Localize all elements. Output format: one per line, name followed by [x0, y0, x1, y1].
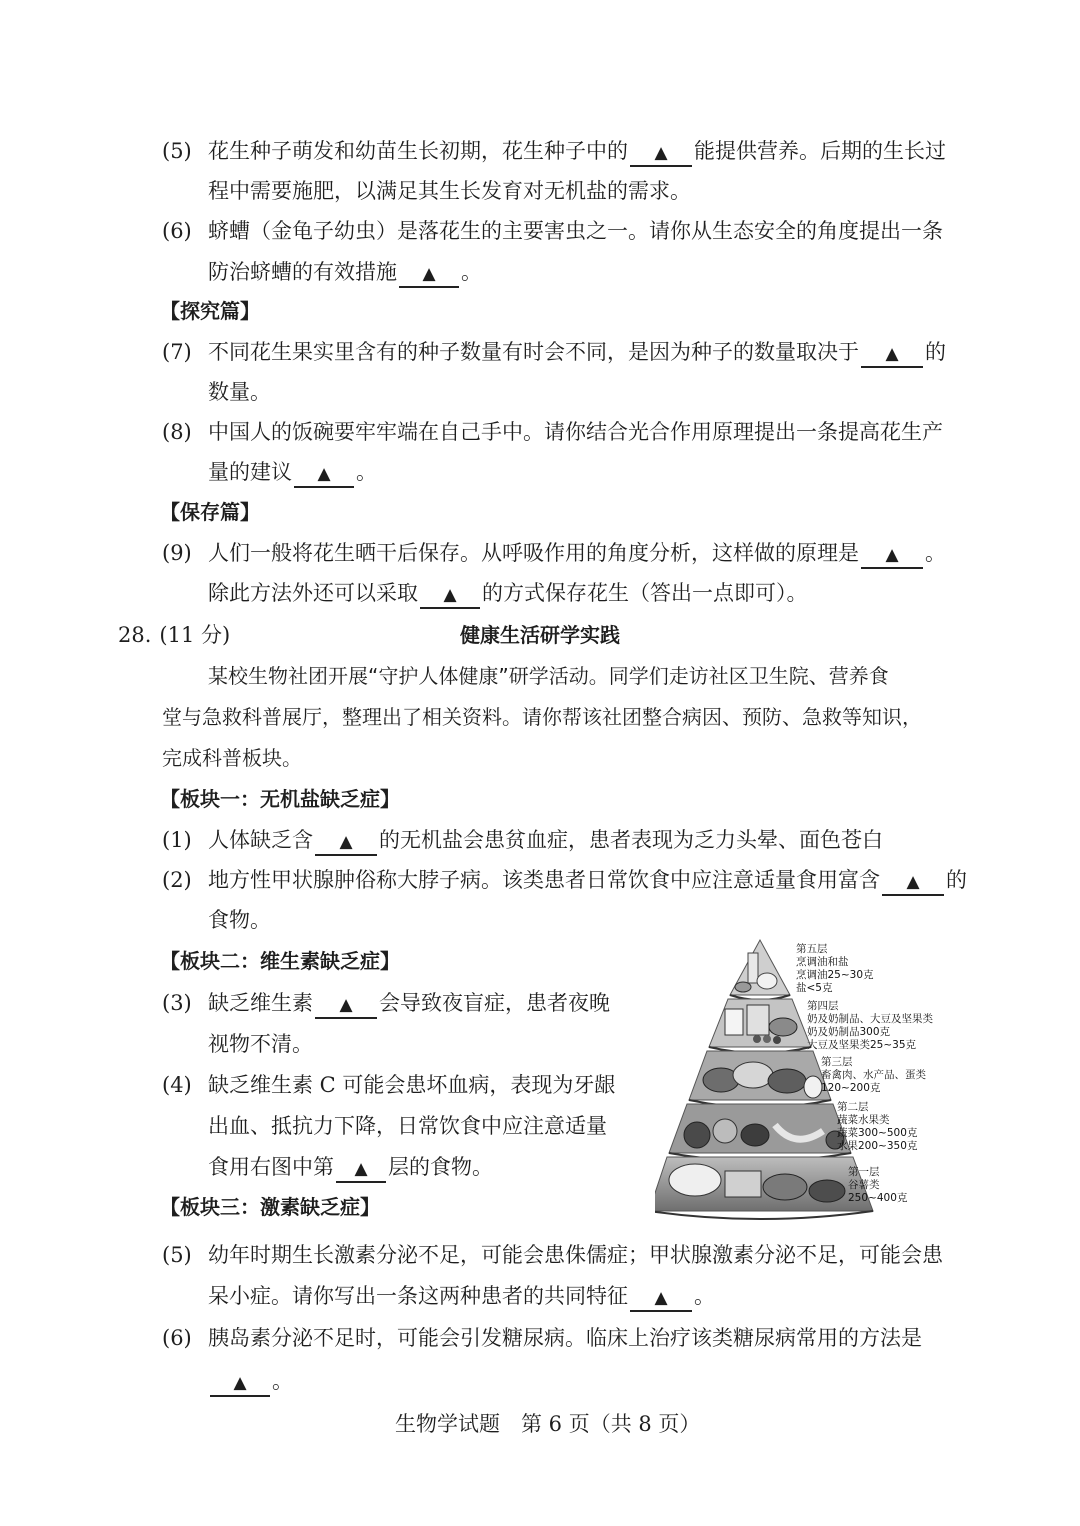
question-28-title: 健康生活研学实践 — [460, 623, 620, 647]
question-score: (11 分) — [159, 623, 231, 647]
question-27-5: (5) 花生种子萌发和幼苗生长初期，花生种子中的 ▲ 能提供营养。后期的生长过 — [162, 136, 946, 167]
answer-blank[interactable]: ▲ — [315, 828, 377, 856]
question-27-7-cont: 数量。 — [208, 380, 271, 404]
question-number: (5) — [162, 139, 192, 163]
svg-text:奶及奶制品、大豆及坚果类: 奶及奶制品、大豆及坚果类 — [807, 1013, 933, 1025]
question-27-6-cont: 防治蛴螬的有效措施 ▲ 。 — [208, 257, 482, 288]
question-28-6: (6) 胰岛素分泌不足时，可能会引发糖尿病。临床上治疗该类糖尿病常用的方法是 — [162, 1326, 922, 1350]
layer4-label: 第四层 — [807, 1000, 839, 1012]
question-28-header — [118, 620, 230, 650]
question-28-2-cont: 食物。 — [208, 908, 271, 932]
question-28-intro-line-3: 完成科普板块。 — [162, 746, 302, 770]
question-28-5-cont: 呆小症。请你写出一条这两种患者的共同特征 ▲ 。 — [208, 1281, 715, 1312]
answer-blank[interactable]: ▲ — [294, 460, 354, 488]
answer-blank[interactable]: ▲ — [336, 1155, 386, 1183]
svg-text:蔬菜300~500克: 蔬菜300~500克 — [837, 1127, 918, 1139]
section-heading-explore: 【探究篇】 — [160, 299, 260, 323]
question-28-6-cont: ▲ 。 — [208, 1366, 293, 1397]
svg-text:120~200克: 120~200克 — [821, 1082, 881, 1094]
block-heading-3: 【板块三：激素缺乏症】 — [160, 1195, 380, 1219]
question-28-4-cont-2: 食用右图中第 ▲ 层的食物。 — [208, 1152, 493, 1183]
question-27-7: (7) 不同花生果实里含有的种子数量有时会不同，是因为种子的数量取决于 ▲ 的 — [162, 337, 946, 368]
question-27-8: (8) 中国人的饭碗要牢牢端在自己手中。请你结合光合作用原理提出一条提高花生产 — [162, 420, 943, 444]
svg-text:水果200~350克: 水果200~350克 — [837, 1140, 918, 1152]
question-28-intro-line-2: 堂与急救科普展厅，整理出了相关资料。请你帮该社团整合病因、预防、急救等知识， — [162, 705, 922, 729]
svg-text:谷薯类: 谷薯类 — [848, 1179, 880, 1191]
answer-blank[interactable]: ▲ — [420, 581, 480, 609]
food-pyramid-figure — [655, 935, 975, 1225]
block-heading-2: 【板块二：维生素缺乏症】 — [160, 949, 400, 973]
svg-text:畜禽肉、水产品、蛋类: 畜禽肉、水产品、蛋类 — [821, 1069, 926, 1081]
layer2-label: 第二层 — [837, 1101, 869, 1113]
pyramid-layer-4 — [709, 999, 811, 1053]
layer1-label: 第一层 — [848, 1166, 880, 1178]
question-28-3: (3) 缺乏维生素 ▲ 会导致夜盲症，患者夜晚 — [162, 988, 610, 1019]
svg-text:蔬菜水果类: 蔬菜水果类 — [837, 1114, 890, 1126]
pyramid-layer-5 — [730, 940, 790, 1000]
pyramid-layer-3 — [689, 1051, 831, 1108]
question-27-9-cont: 除此方法外还可以采取 ▲ 的方式保存花生（答出一点即可）。 — [208, 578, 808, 609]
svg-text:大豆及坚果类25~35克: 大豆及坚果类25~35克 — [807, 1039, 917, 1051]
answer-blank[interactable]: ▲ — [399, 260, 459, 288]
question-number: 28. — [118, 623, 152, 647]
section-heading-store: 【保存篇】 — [160, 500, 260, 524]
pyramid-layer-2 — [669, 1104, 851, 1161]
question-27-8-cont: 量的建议 ▲ 。 — [208, 457, 377, 488]
svg-text:烹调油25~30克: 烹调油25~30克 — [796, 969, 874, 981]
svg-text:奶及奶制品300克: 奶及奶制品300克 — [807, 1026, 891, 1038]
question-28-1: (1) 人体缺乏含 ▲ 的无机盐会患贫血症，患者表现为乏力头晕、面色苍白 — [162, 825, 883, 856]
answer-blank[interactable]: ▲ — [315, 991, 377, 1019]
question-28-4: (4) 缺乏维生素 C 可能会患坏血病，表现为牙龈 — [162, 1073, 616, 1097]
question-27-9: (9) 人们一般将花生晒干后保存。从呼吸作用的角度分析，这样做的原理是 ▲ 。 — [162, 538, 946, 569]
question-27-5-cont: 程中需要施肥，以满足其生长发育对无机盐的需求。 — [208, 179, 691, 203]
question-28-3-cont: 视物不清。 — [208, 1032, 313, 1056]
pyramid-layer-1 — [655, 1157, 873, 1219]
block-heading-1: 【板块一：无机盐缺乏症】 — [160, 787, 400, 811]
answer-blank[interactable]: ▲ — [882, 868, 944, 896]
question-27-6: (6) 蛴螬（金龟子幼虫）是落花生的主要害虫之一。请你从生态安全的角度提出一条 — [162, 219, 943, 243]
question-28-5: (5) 幼年时期生长激素分泌不足，可能会患侏儒症；甲状腺激素分泌不足，可能会患 — [162, 1243, 943, 1267]
page-footer: 生物学试题 第 6 页（共 8 页） — [395, 1412, 701, 1436]
answer-blank[interactable]: ▲ — [861, 541, 923, 569]
svg-text:盐<5克: 盐<5克 — [796, 982, 833, 994]
svg-text:烹调油和盐: 烹调油和盐 — [796, 956, 849, 968]
svg-text:250~400克: 250~400克 — [848, 1192, 908, 1204]
answer-blank[interactable]: ▲ — [630, 1284, 692, 1312]
question-28-2: (2) 地方性甲状腺肿俗称大脖子病。该类患者日常饮食中应注意适量食用富含 ▲ 的 — [162, 865, 967, 896]
answer-blank[interactable]: ▲ — [861, 340, 923, 368]
layer5-label: 第五层 — [796, 943, 828, 955]
layer3-label: 第三层 — [821, 1056, 853, 1068]
answer-blank[interactable]: ▲ — [630, 139, 692, 167]
question-28-4-cont: 出血、抵抗力下降，日常饮食中应注意适量 — [208, 1114, 607, 1138]
answer-blank[interactable]: ▲ — [210, 1369, 270, 1397]
question-28-intro-line-1: 某校生物社团开展“守护人体健康”研学活动。同学们走访社区卫生院、营养食 — [208, 664, 889, 688]
